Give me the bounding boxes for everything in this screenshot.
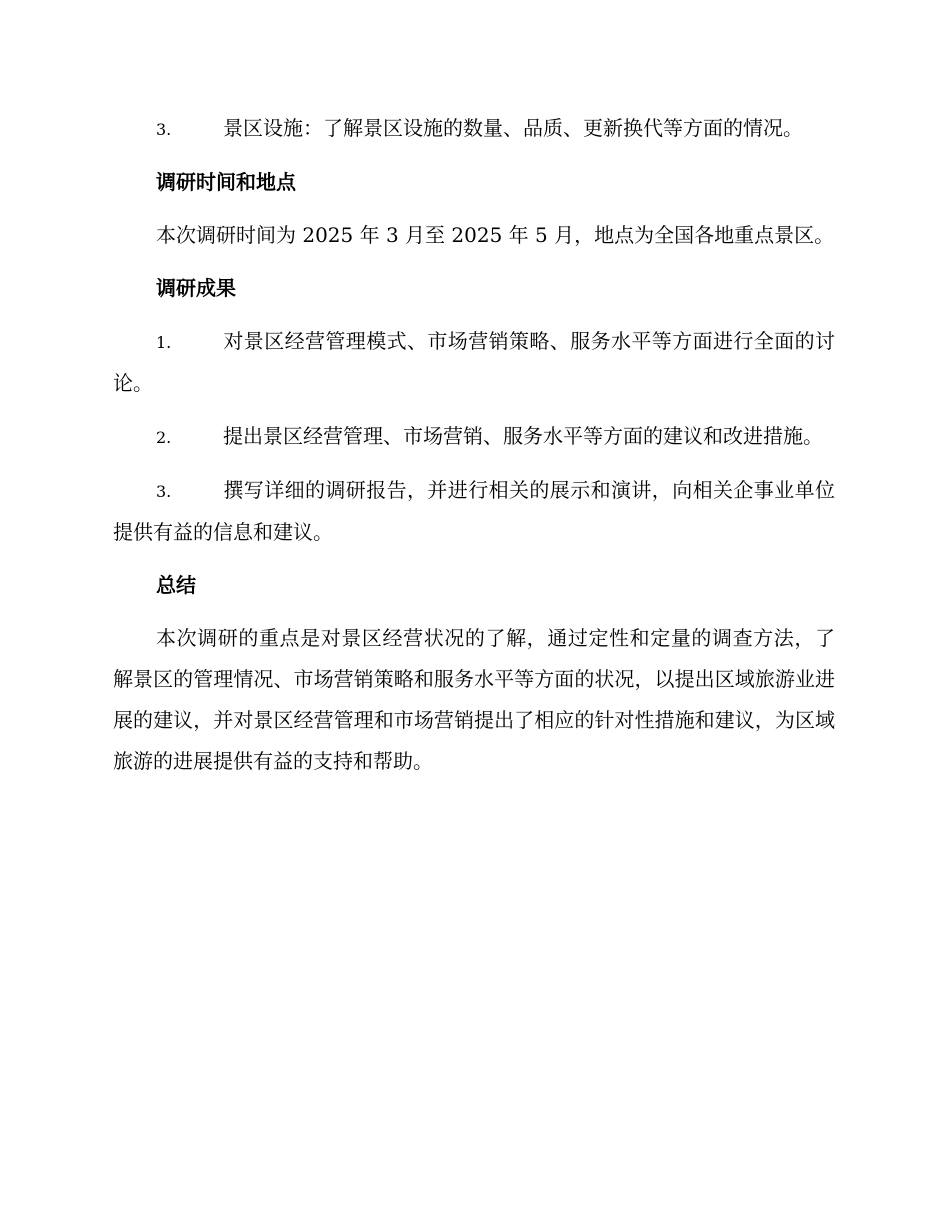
list-item-text: 对景区经营管理模式、市场营销策略、服务水平等方面进行全面的讨论。 — [113, 329, 835, 395]
list-number: 3. — [156, 482, 172, 501]
section-heading-results: 调研成果 — [156, 276, 236, 300]
list-number: 1. — [156, 333, 172, 352]
document-body — [113, 108, 835, 794]
summary-paragraph: 本次调研的重点是对景区经营状况的了解，通过定性和定量的调查方法，了解景区的管理情况、市场营销策略和服务水平等方面的状况，以提出区域旅游业进展的建议，并对景区经营管理和市场营销提出了相应的针对性措施和建议，为区域旅游的进展提供有益的支持和帮助。 — [113, 626, 835, 773]
list-item-text: 提出景区经营管理、市场营销、服务水平等方面的建议和改进措施。 — [223, 424, 823, 448]
list-number: 2. — [156, 428, 172, 447]
list-item-result-3 — [113, 470, 835, 553]
list-item-facilities — [113, 108, 835, 150]
section-heading-time-place: 调研时间和地点 — [156, 170, 296, 194]
list-item-result-2 — [113, 416, 835, 458]
time-place-paragraph: 本次调研时间为 2025 年 3 月至 2025 年 5 月，地点为全国各地重点景区。 — [156, 223, 835, 247]
list-item-result-1 — [113, 321, 835, 404]
list-number: 3. — [156, 120, 172, 139]
list-item-text: 景区设施：了解景区设施的数量、品质、更新换代等方面的情况。 — [223, 116, 803, 140]
section-heading-summary: 总结 — [156, 573, 196, 597]
list-item-text: 撰写详细的调研报告，并进行相关的展示和演讲，向相关企事业单位提供有益的信息和建议。 — [113, 478, 835, 544]
